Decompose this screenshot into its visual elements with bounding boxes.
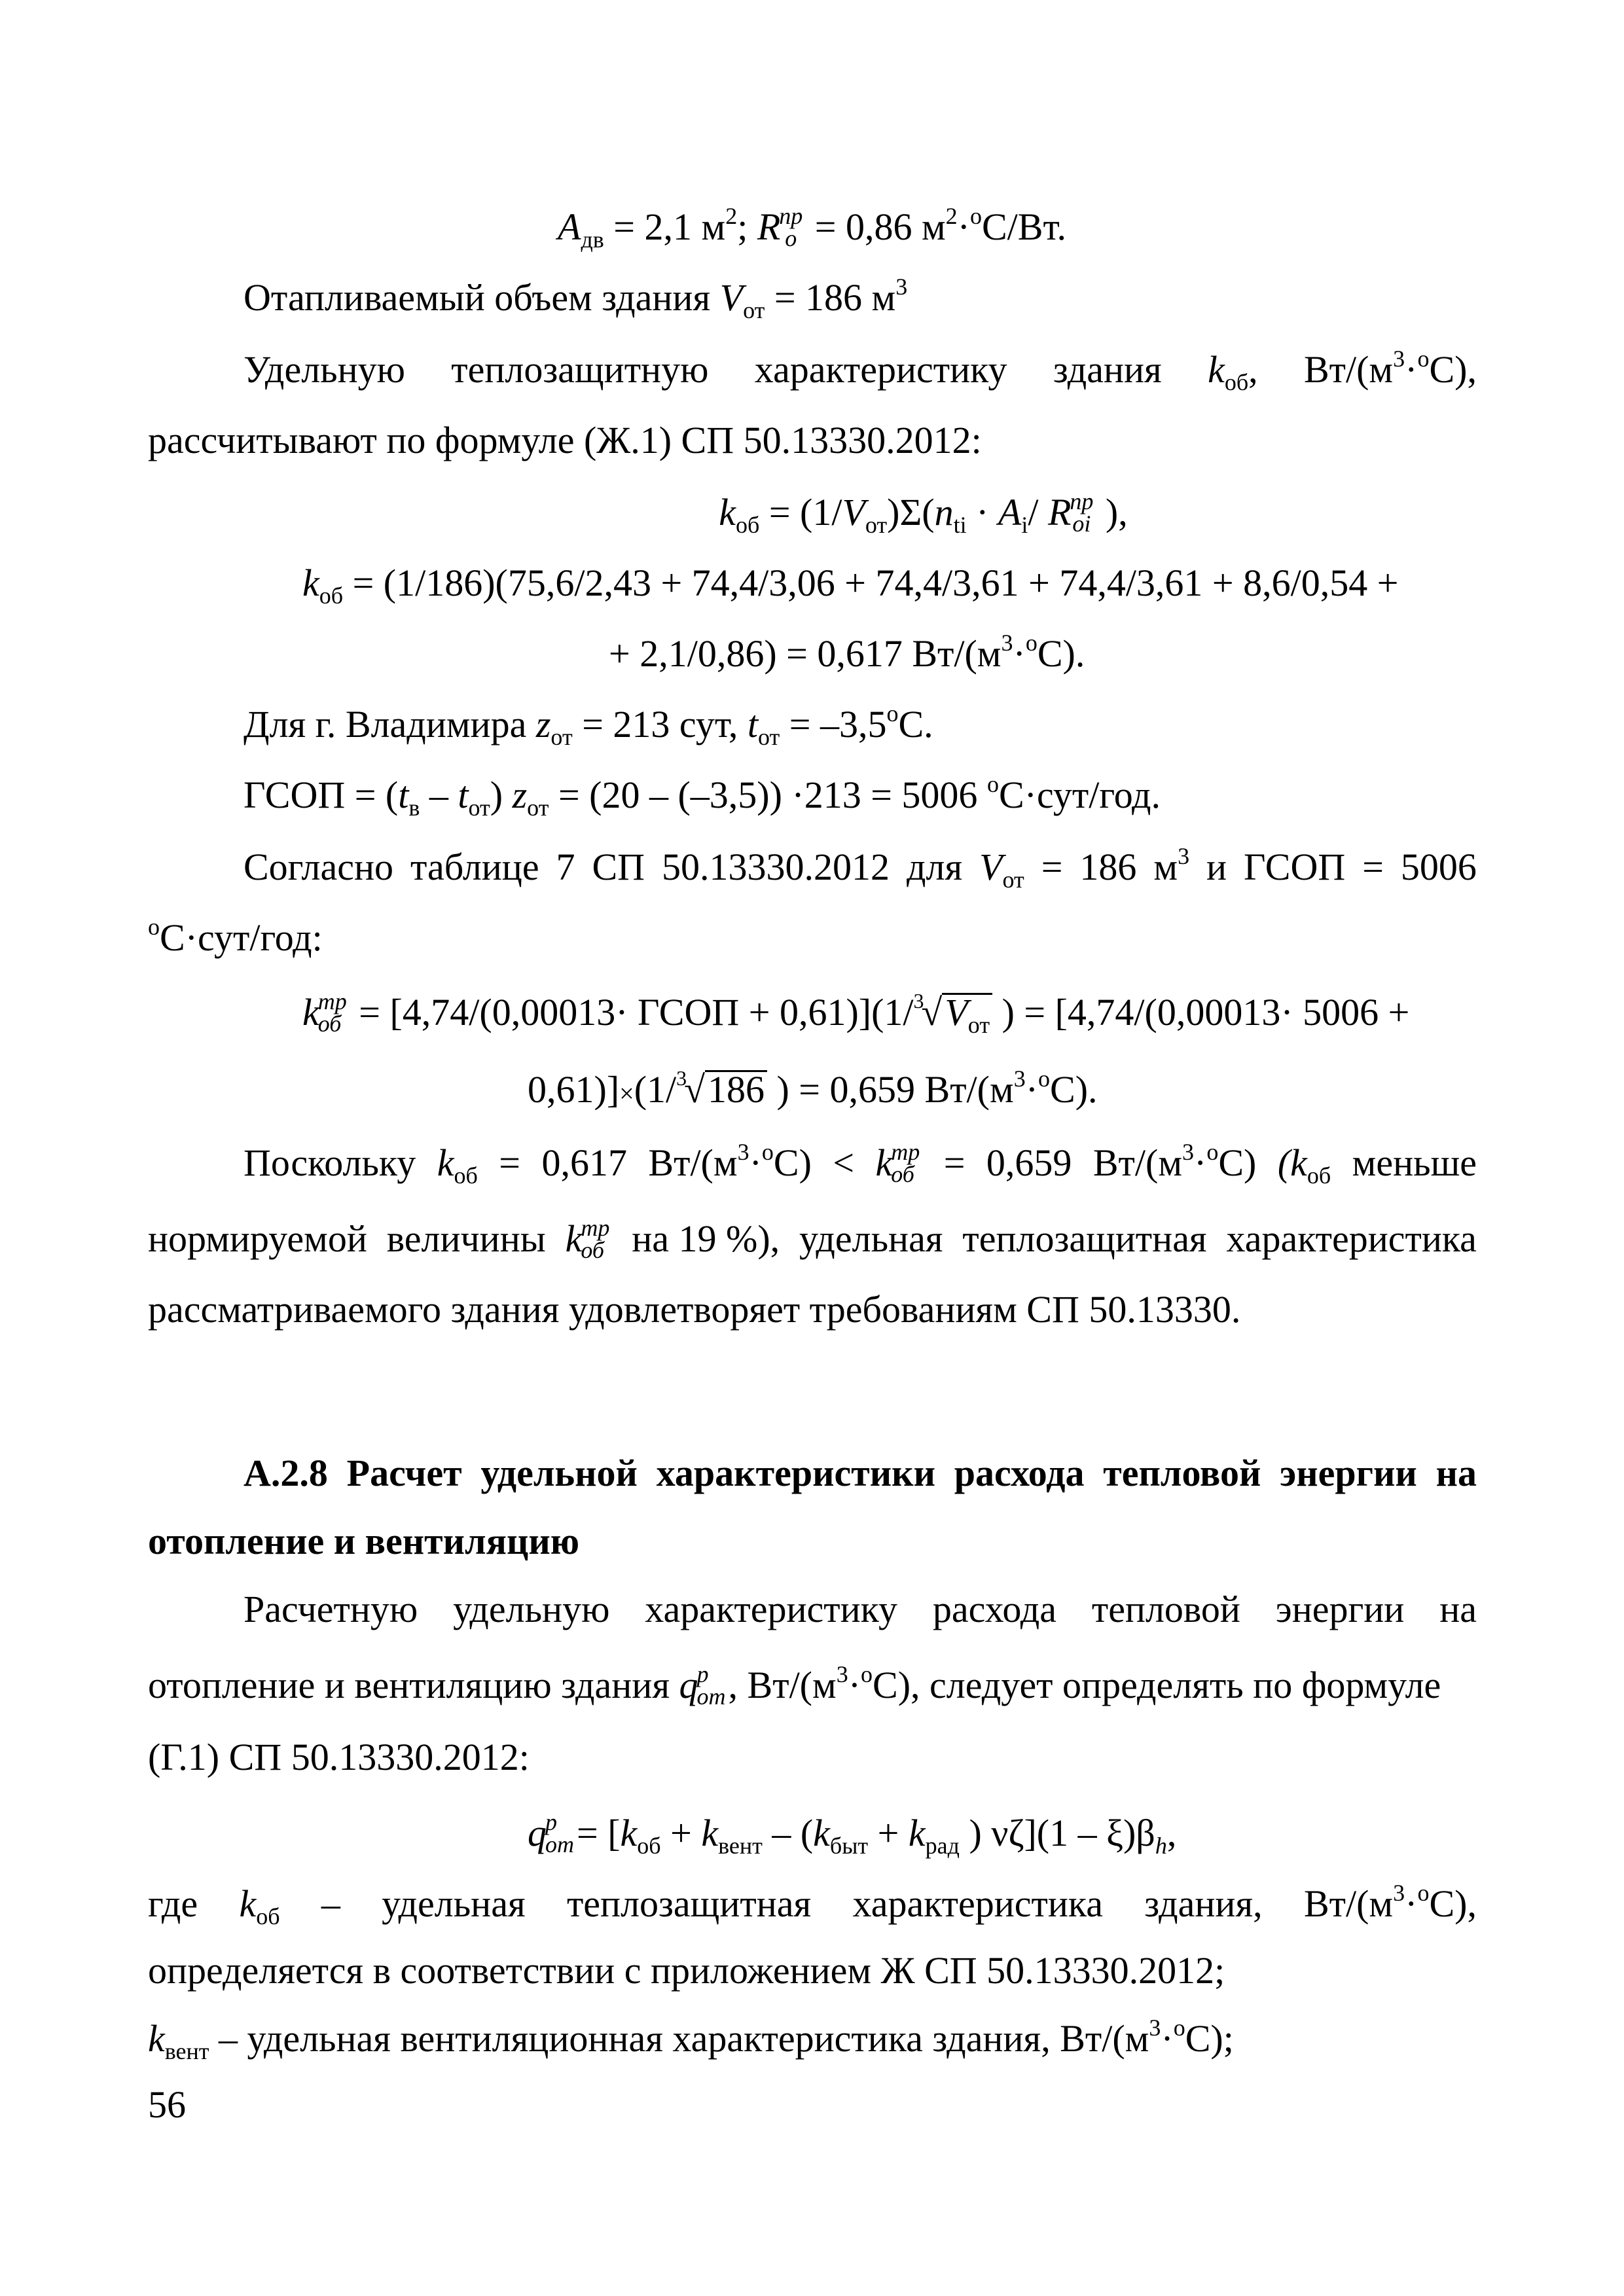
text: ) νζ](1 – ξ)β [959, 1812, 1155, 1854]
sub: об [637, 1833, 661, 1859]
word: теплозащитная [962, 1217, 1207, 1260]
text: Для г. Владимира [244, 703, 536, 745]
sup: 2 [945, 203, 958, 229]
sup: тр [317, 988, 347, 1014]
root-index: 3 [676, 1066, 687, 1090]
text: · [1405, 1882, 1418, 1925]
sup: 3 [1001, 630, 1013, 656]
k-ob [437, 1140, 478, 1189]
symbol-n: n [934, 491, 954, 533]
v-ot [979, 844, 1024, 893]
word: характеристику [645, 1588, 898, 1630]
sup-sub-stack [779, 202, 803, 251]
sub: вент [164, 2038, 209, 2064]
sup: о [148, 914, 160, 940]
text: + [660, 1812, 702, 1854]
formula-g1-reference: (Г.1) СП 50.13330.2012: [148, 1736, 530, 1778]
sup: тр [581, 1214, 610, 1241]
symbol-v: V [842, 491, 865, 533]
text: = (1/186)(75,6/2,43 + 74,4/3,06 + 74,4/3,61 + 74,4/3,61 + 8,6/0,54 + [343, 562, 1399, 604]
text: С·сут/год: [160, 916, 323, 959]
text: 0,617 [541, 1141, 627, 1184]
text: = (1/ [759, 491, 842, 533]
word: на [1439, 1588, 1477, 1630]
symbol-r: R [757, 206, 781, 248]
text: Вт/(м [1303, 1882, 1394, 1925]
text: = (20 – (–3,5)) ·213 = 5006 [549, 774, 987, 816]
word: теплозащитная [566, 1882, 812, 1925]
sup: 3 [1013, 1066, 1026, 1092]
text: = [943, 1141, 965, 1184]
heading-word: на [1435, 1452, 1477, 1494]
text: 5006 [1400, 846, 1477, 888]
text: ГСОП = ( [244, 774, 399, 816]
sup: 2 [725, 203, 738, 229]
conclusion-line: рассматриваемого здания удовлетворяет требованиям СП 50.13330. [148, 1288, 1241, 1331]
gsop-unit-line [148, 915, 323, 961]
sub: об [317, 1010, 342, 1037]
text: ) = [4,74/(0,00013· 5006 + [992, 991, 1410, 1033]
sup: о [1173, 2015, 1185, 2041]
k-ob [1208, 347, 1258, 393]
formula-reference-line: рассчитывают по формуле (Ж.1) СП 50.13330.2012: [148, 419, 982, 461]
symbol-q: q [528, 1812, 547, 1854]
sup: о [1025, 630, 1038, 656]
page-number: 56 [148, 2083, 186, 2126]
text: Отапливаемый объем здания [244, 276, 720, 319]
sup-sub-stack [545, 1808, 574, 1857]
word: расхода [932, 1588, 1056, 1630]
word: удельная [799, 1217, 943, 1260]
k-tr [876, 1140, 923, 1189]
text: С) [773, 1141, 812, 1184]
symbol-t: t [398, 774, 409, 816]
text: = –3,5 [780, 703, 887, 745]
sub: от [1002, 867, 1024, 893]
sup: о [1417, 346, 1430, 372]
sup: 3 [1149, 2015, 1161, 2041]
sub: от [967, 1012, 990, 1038]
word: характеристика [1226, 1217, 1477, 1260]
text: ) = 0,659 Вт/(м [767, 1068, 1014, 1111]
text: = 213 сут, [572, 703, 748, 745]
sup: о [1038, 1066, 1051, 1092]
sub: от [468, 795, 490, 821]
text: С. [898, 703, 933, 745]
text: , Вт/(м [728, 1664, 837, 1706]
sup: 3 [1393, 346, 1405, 372]
sup-sub-stack [1070, 490, 1093, 535]
symbol-k: k [239, 1882, 257, 1925]
text: = 2,1 м [604, 206, 726, 248]
unit [648, 1140, 812, 1189]
sub: об [1307, 1162, 1331, 1189]
symbol-k: k [875, 1141, 893, 1184]
sub: об [454, 1162, 478, 1189]
text: / [1028, 491, 1048, 533]
sup: 3 [836, 1661, 848, 1687]
text: ) [490, 774, 513, 816]
text: 0,61)] [528, 1068, 620, 1111]
normalized-value-line [148, 1216, 1477, 1265]
sub: oi [1072, 510, 1091, 537]
text: · [749, 1141, 762, 1184]
text: и [1206, 846, 1227, 888]
text: = [1041, 846, 1063, 888]
sub: от [545, 1831, 574, 1857]
text: , [1166, 1812, 1177, 1854]
symbol-v: V [979, 846, 1003, 888]
formula-k-tr-result [528, 1067, 1098, 1117]
sub: от [527, 795, 549, 821]
heading-word: расхода [954, 1452, 1085, 1494]
sub: от [696, 1683, 726, 1710]
word: характеристика [852, 1882, 1103, 1925]
symbol-k: k [813, 1812, 830, 1854]
formula-k-ob [0, 490, 1624, 539]
formula-k-ob-result [609, 631, 1085, 677]
specific-char-line [244, 347, 1477, 393]
sub: об [736, 512, 760, 538]
word: Согласно [244, 846, 393, 888]
text: С), [1429, 1882, 1477, 1925]
k-vent-def-line [148, 2016, 1234, 2062]
word: для [906, 846, 963, 888]
sup: о [761, 1139, 774, 1165]
heading-word: Расчет [346, 1452, 462, 1494]
text: · [848, 1664, 861, 1706]
section-heading [244, 1450, 1477, 1496]
sub: от [743, 297, 765, 323]
sub: быт [829, 1833, 869, 1859]
text: С). [1037, 632, 1085, 675]
symbol-z: z [512, 774, 528, 816]
sup: тр [891, 1138, 920, 1165]
sup: р [545, 1808, 557, 1835]
word: меньше [1352, 1141, 1477, 1184]
symbol-k: k [302, 562, 319, 604]
word: 7 [556, 846, 575, 888]
sub: i [1021, 512, 1028, 538]
word: тепловой [1091, 1588, 1240, 1630]
text: + 2,1/0,86) = 0,617 Вт/(м [609, 632, 1001, 675]
text: = [4,74/(0,00013· ГСОП + 0,61)](1/ [349, 991, 914, 1033]
sup: пр [1070, 488, 1094, 514]
text: + [868, 1812, 909, 1854]
symbol-z: z [535, 703, 551, 745]
unit [1304, 1881, 1477, 1927]
sub: в [408, 795, 420, 821]
text: С). [1050, 1068, 1098, 1111]
symbol-k: k [719, 491, 736, 533]
symbol-h: h [1155, 1833, 1167, 1859]
k-ob-paren [1278, 1140, 1331, 1189]
word: здания, [1144, 1882, 1263, 1925]
heated-volume-line [244, 275, 907, 321]
sub: о [785, 224, 797, 251]
text: ГСОП [1244, 846, 1346, 888]
radicand: 186 [705, 1070, 767, 1107]
table7-line [244, 843, 1477, 893]
text: Вт/(м [1092, 1141, 1183, 1184]
sub: от [550, 724, 573, 750]
formula [719, 488, 1128, 538]
text: ), [1096, 491, 1128, 533]
sup: о [986, 771, 999, 797]
word: здания [1053, 348, 1162, 391]
unit [1093, 1140, 1257, 1189]
formula-k-ob-calc [302, 560, 1399, 609]
text: – [321, 1882, 340, 1925]
text: · [1025, 1068, 1039, 1111]
text: м [1153, 846, 1178, 888]
sup-sub-stack [696, 1660, 726, 1710]
text: С), [1429, 348, 1477, 391]
symbol-v: V [719, 276, 744, 319]
word: где [148, 1882, 198, 1925]
text: )Σ( [887, 491, 935, 533]
sub: рад [925, 1833, 960, 1859]
text: = 186 м [765, 276, 896, 319]
sub: вент [718, 1833, 763, 1859]
symbol-k: k [908, 1812, 926, 1854]
text: · [1161, 2017, 1174, 2060]
symbol-t: t [458, 774, 469, 816]
word: удельная [382, 1882, 526, 1925]
heading-word: А.2.8 [244, 1452, 328, 1494]
sup: 3 [737, 1139, 749, 1165]
vladimir-data-line [244, 700, 933, 750]
symbol-k: k [1208, 348, 1225, 391]
sub: об [256, 1903, 280, 1929]
sub: от [865, 512, 888, 538]
word: характеристику [754, 348, 1007, 391]
word: Удельную [244, 348, 405, 391]
text: С), следует определять по формуле [873, 1664, 1441, 1706]
text: – ( [762, 1812, 814, 1854]
sup-sub-stack [581, 1214, 610, 1263]
text: (1/ [634, 1068, 677, 1111]
sup: 3 [895, 274, 908, 300]
text: · [966, 491, 998, 533]
symbol-k: k [565, 1217, 583, 1260]
text: · [957, 206, 970, 248]
unit [1304, 347, 1477, 393]
symbol-t: t [747, 703, 758, 745]
word: Расчетную [244, 1588, 418, 1630]
sup: о [861, 1661, 873, 1687]
formula-q-ot [528, 1810, 1176, 1859]
sup: 3 [1393, 1880, 1405, 1906]
symbol-k: k [302, 991, 319, 1033]
word: Поскольку [244, 1141, 416, 1184]
heading-word: характеристики [656, 1452, 935, 1494]
text: С); [1185, 2017, 1234, 2060]
sup: 3 [1178, 843, 1190, 869]
comparison-line [244, 1140, 1477, 1189]
word: СП [592, 846, 645, 888]
symbol-k: (k [1277, 1141, 1307, 1184]
where-line [148, 1881, 1477, 1927]
symbol-a: А [558, 206, 581, 248]
text: С·сут/год. [998, 774, 1161, 816]
symbol-v: V [945, 991, 968, 1033]
text: – [420, 774, 458, 816]
sub: об [319, 583, 344, 609]
calc-definition-line [148, 1662, 1441, 1712]
text: = [1362, 846, 1384, 888]
radicand [942, 991, 992, 1038]
text: = [499, 1141, 520, 1184]
radical-sign: √ [684, 1068, 705, 1111]
section-heading-cont: отопление и вентиляцию [148, 1520, 580, 1562]
heading-word: энергии [1280, 1452, 1417, 1494]
heading-word: тепловой [1103, 1452, 1261, 1494]
sup: о [1206, 1139, 1219, 1165]
text: С) [1218, 1141, 1257, 1184]
text: отопление и вентиляцию здания [148, 1664, 679, 1706]
symbol-k: k [701, 1812, 719, 1854]
word: величины [386, 1217, 546, 1260]
text: = [ [577, 1812, 621, 1854]
sub: ti [953, 512, 967, 538]
k-ob [239, 1881, 280, 1927]
symbol-k: k [148, 2017, 165, 2060]
text: ; [737, 206, 757, 248]
symbol-q: q [679, 1664, 698, 1706]
formula-k-tr [302, 990, 1409, 1039]
sup: р [696, 1660, 709, 1687]
word: теплозащитную [451, 348, 709, 391]
sup: 3 [1182, 1139, 1195, 1165]
k-tr [566, 1216, 613, 1265]
text: 0,659 [986, 1141, 1072, 1184]
heading-word: удельной [480, 1452, 638, 1494]
formula-areas-line [0, 204, 1624, 253]
text: Вт/(м [648, 1141, 738, 1184]
sup: о [970, 203, 982, 229]
times-sign: × [619, 1079, 634, 1108]
symbol-a: A [998, 491, 1022, 533]
word: нормируемой [148, 1217, 367, 1260]
word: 50.13330.2012 [662, 846, 890, 888]
appendix-ref-line: определяется в соответствии с приложением Ж СП 50.13330.2012; [148, 1949, 1225, 1992]
symbol-k: k [437, 1141, 454, 1184]
text: 186 [1079, 846, 1137, 888]
sup: пр [779, 202, 803, 229]
text: С/Вт. [982, 206, 1066, 248]
unit [1153, 844, 1189, 890]
sup-sub-stack [891, 1138, 920, 1187]
calc-intro-line [244, 1587, 1477, 1632]
sup: о [886, 700, 899, 726]
text: , [1248, 348, 1258, 391]
text: · [1013, 632, 1026, 675]
sub: об [1224, 369, 1249, 395]
sub: об [891, 1160, 914, 1187]
sup-sub-stack [318, 990, 347, 1035]
gsop-line [244, 771, 1161, 821]
word: таблице [410, 846, 539, 888]
sub: дв [581, 226, 604, 253]
text: · [1194, 1141, 1207, 1184]
radical-sign: √ [921, 991, 943, 1033]
root-index: 3 [913, 989, 924, 1013]
text: < [833, 1141, 855, 1184]
sub: от [758, 724, 780, 750]
sup: о [1417, 1880, 1430, 1906]
sub: об [581, 1236, 604, 1263]
text: = 0,86 м [805, 206, 946, 248]
text: – удельная вентиляционная характеристика здания, Вт/(м [209, 2017, 1149, 2060]
text: · [1405, 348, 1418, 391]
symbol-r: R [1047, 491, 1072, 533]
text: Вт/(м [1303, 348, 1394, 391]
word: удельную [453, 1588, 610, 1630]
word: энергии [1275, 1588, 1405, 1630]
word: на 19 %), [632, 1217, 780, 1260]
symbol-k: k [620, 1812, 638, 1854]
